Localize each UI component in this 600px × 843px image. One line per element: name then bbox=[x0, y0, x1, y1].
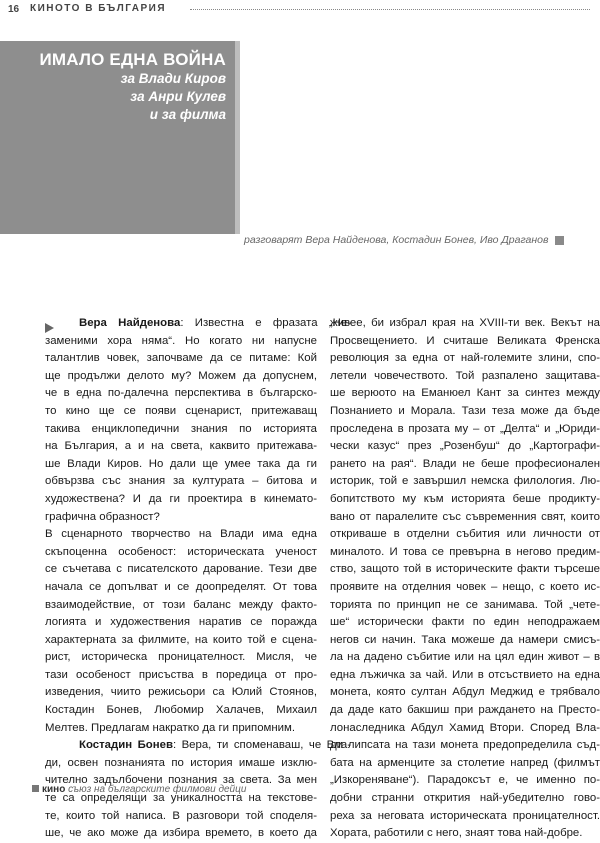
line-text: такива енциклопедични знания по историята bbox=[45, 422, 317, 435]
text-line bbox=[45, 561, 317, 579]
text-line bbox=[45, 702, 317, 720]
footer bbox=[32, 784, 246, 795]
text-line bbox=[45, 456, 317, 474]
text-line bbox=[330, 649, 600, 667]
text-line bbox=[45, 632, 317, 650]
line-text: ство, защото той в историческите факти търсеше bbox=[330, 563, 600, 576]
text-line bbox=[330, 808, 600, 826]
line-text: проследена в прозата му – от „Делта“ и „Юриди- bbox=[330, 422, 600, 435]
line-text: скъпоценна особеност: историческата ученост bbox=[45, 545, 317, 558]
line-text: реха за неговата историческата проницателност. bbox=[330, 809, 600, 822]
text-line bbox=[330, 456, 600, 474]
line-text: Костадин Бонев, Любомир Халачев, Михаил bbox=[45, 704, 317, 717]
text-line bbox=[45, 350, 317, 368]
left-column bbox=[45, 315, 351, 843]
text-line bbox=[330, 526, 600, 544]
text-line bbox=[330, 368, 600, 386]
line-text: ше“ исторически факти по един неподражаем bbox=[330, 616, 600, 629]
text-line bbox=[45, 473, 317, 491]
line-text: чески казус“ през „Розенбуш“ до „Картографи- bbox=[330, 440, 600, 453]
headline bbox=[39, 50, 226, 124]
text-line bbox=[330, 684, 600, 702]
line-text: : Вера, ти споменаваш, че Вла- bbox=[172, 739, 351, 752]
text-line bbox=[330, 614, 600, 632]
text-line bbox=[45, 385, 317, 403]
text-line bbox=[45, 755, 317, 773]
line-text: да даде като бакшиш при раждането на Престо- bbox=[330, 704, 600, 717]
line-text: добни странни открития най-убедително гово- bbox=[330, 792, 600, 805]
line-text: една лъжичка за чай. Или в отсъствието на една bbox=[330, 668, 600, 681]
headline-subtitle-1: за Влади Киров bbox=[120, 71, 226, 86]
text-line bbox=[45, 579, 317, 597]
headline-subtitle-3: и за филма bbox=[149, 107, 226, 122]
line-text: „Изкореняване“). Парадоксът е, че именно по- bbox=[330, 774, 600, 787]
text-line bbox=[330, 385, 600, 403]
line-text: революция за една от най-големите злини, спо- bbox=[330, 352, 600, 365]
text-line bbox=[45, 737, 351, 755]
title-block-edge bbox=[235, 41, 240, 234]
text-line bbox=[330, 315, 600, 333]
line-text: Мелтев. Предлагам накратко да ги припомним. bbox=[45, 721, 296, 734]
line-text: лонаследника Абдул Хамид Втори. Според Вла- bbox=[330, 721, 600, 734]
line-text: ше верюото на Еманюел Кант за синтез между bbox=[330, 387, 600, 400]
text-line bbox=[45, 438, 317, 456]
line-text: че в една по-далечна перспектива в българско- bbox=[45, 387, 317, 400]
line-text: обвързва със знания за културата – битова и bbox=[45, 475, 317, 488]
text-line bbox=[330, 825, 600, 843]
text-line bbox=[45, 667, 317, 685]
line-text: негов си начин. Така можеше да намери смисъ- bbox=[330, 633, 600, 646]
text-line bbox=[45, 684, 317, 702]
text-line bbox=[330, 509, 600, 527]
byline-square-icon bbox=[555, 236, 564, 245]
text-line bbox=[45, 421, 317, 439]
line-text: Хората, работили с него, знаят това най-добре. bbox=[330, 827, 583, 840]
speaker-name: Вера Найденова bbox=[79, 317, 181, 329]
text-line bbox=[330, 403, 600, 421]
text-line bbox=[330, 755, 600, 773]
line-text: на България, а и на света, каквито притежава- bbox=[45, 440, 317, 453]
line-text: начала се допълват и се доопределят. От това bbox=[45, 580, 317, 593]
line-text: характерната за филмите, на които той е сцена- bbox=[45, 633, 317, 646]
line-text: миналото. И това се превърна в негово предим- bbox=[330, 545, 600, 558]
line-text: вано от паралелите със съвременния свят, които bbox=[330, 510, 600, 523]
text-line bbox=[45, 614, 317, 632]
line-text: талантлив човек, започваме да се питаме: Кой bbox=[45, 352, 317, 365]
line-text: В сценарното творчество на Влади има една bbox=[45, 528, 317, 541]
text-line bbox=[330, 579, 600, 597]
line-text: Познанието и Морала. Тази теза може да бъде bbox=[330, 404, 600, 417]
text-line bbox=[330, 438, 600, 456]
line-text: рането на рая“. Влади не беше професионален bbox=[330, 457, 600, 470]
line-text: графична образност? bbox=[45, 510, 160, 523]
footer-brand: кино bbox=[42, 784, 66, 795]
line-text: художествена? И да ги проектира в кинемато- bbox=[45, 492, 317, 505]
text-line bbox=[330, 632, 600, 650]
line-text: заменими хора няма“. Но когато ни напусне bbox=[45, 334, 317, 347]
headline-subtitle-2: за Анри Кулев bbox=[130, 89, 226, 104]
line-text: рист, историческа проницателност. Мисля, че bbox=[45, 651, 317, 664]
line-text: бата на арменците за столетие напред (филмът bbox=[330, 756, 600, 769]
line-text: живее, би избрал края на XVIII-ти век. Векът на bbox=[330, 317, 600, 329]
line-text: ла на дадено събитие или на цял един живот – в bbox=[330, 651, 600, 664]
page-number: 16 bbox=[8, 4, 20, 15]
header-dotted-rule bbox=[190, 9, 590, 10]
text-line bbox=[330, 702, 600, 720]
line-text: проявите на отделния човек – нещо, с което ис- bbox=[330, 580, 600, 593]
text-line bbox=[45, 403, 317, 421]
speaker-name: Костадин Бонев bbox=[79, 739, 173, 752]
text-line bbox=[45, 315, 351, 333]
line-text: ди липсата на тази монета предопределила съд- bbox=[330, 739, 600, 752]
right-column bbox=[330, 315, 600, 843]
text-line bbox=[45, 526, 317, 544]
line-text: логията и художествения наратив се поражда bbox=[45, 616, 317, 629]
text-line bbox=[45, 649, 317, 667]
line-text: ди, освен познанията по история имаше изклю- bbox=[45, 756, 317, 769]
line-text: ще продължи делото му? Можем да допуснем, bbox=[45, 369, 317, 382]
line-text: бопитството му към историята беше продикту- bbox=[330, 492, 600, 505]
section-title: КИНОТО В БЪЛГАРИЯ bbox=[30, 3, 167, 14]
text-line bbox=[330, 667, 600, 685]
text-line bbox=[330, 491, 600, 509]
text-line bbox=[45, 491, 317, 509]
line-text: тази особеност присъства в поредица от про- bbox=[45, 668, 317, 681]
headline-title: ИМАЛО ЕДНА ВОЙНА bbox=[39, 50, 226, 69]
line-text: ше Влади Киров. Но дали ще умее така да ги bbox=[45, 457, 317, 470]
text-line bbox=[45, 825, 317, 843]
text-line bbox=[45, 720, 317, 738]
text-line bbox=[330, 350, 600, 368]
footer-square-icon bbox=[32, 785, 39, 792]
text-line bbox=[330, 597, 600, 615]
line-text: : Известна е фразата „Не- bbox=[180, 317, 351, 329]
line-text: те са определящи за уникалността на текстове- bbox=[45, 792, 317, 805]
text-line bbox=[45, 333, 317, 351]
footer-tagline: съюз на българските филмови дейци bbox=[68, 784, 247, 795]
line-text: откриваше в отделни събития или личности от bbox=[330, 528, 600, 541]
line-text: взаимодействие, от този баланс между факто- bbox=[45, 598, 317, 611]
line-text: изведения, чиито режисьори са Юлий Стоянов, bbox=[45, 686, 317, 699]
text-line bbox=[330, 421, 600, 439]
text-line bbox=[330, 333, 600, 351]
text-line bbox=[330, 561, 600, 579]
line-text: Просвещението. И считаше Великата Френска bbox=[330, 334, 600, 347]
line-text: торията по принцип не се занимава. Той „чете- bbox=[330, 598, 600, 611]
text-line bbox=[45, 368, 317, 386]
line-text: монета, която султан Абдул Меджид е трябвало bbox=[330, 686, 600, 699]
text-line bbox=[330, 737, 600, 755]
text-line bbox=[330, 790, 600, 808]
text-line bbox=[330, 544, 600, 562]
text-line bbox=[45, 597, 317, 615]
line-text: то кино ще се появи сценарист, притежаващ bbox=[45, 404, 317, 417]
text-line bbox=[45, 544, 317, 562]
line-text: ше, че ако може да избира времето, в което да bbox=[45, 827, 317, 840]
line-text: се съчетава с писателското дарование. Тези две bbox=[45, 563, 317, 576]
text-line bbox=[45, 808, 317, 826]
line-text: чително задълбочени познания за света. За мен bbox=[45, 774, 317, 787]
byline: разговарят Вера Найденова, Костадин Бонев, Иво Драганов bbox=[244, 234, 549, 246]
text-line bbox=[330, 720, 600, 738]
line-text: летели човечеството. Той разпалено защитава- bbox=[330, 369, 600, 382]
line-text: историк, той е завършил немска филология. Лю- bbox=[330, 475, 600, 488]
text-line bbox=[330, 473, 600, 491]
text-line bbox=[330, 772, 600, 790]
text-line bbox=[45, 509, 317, 527]
line-text: те, които той написа. В разговори той споделя- bbox=[45, 809, 317, 822]
